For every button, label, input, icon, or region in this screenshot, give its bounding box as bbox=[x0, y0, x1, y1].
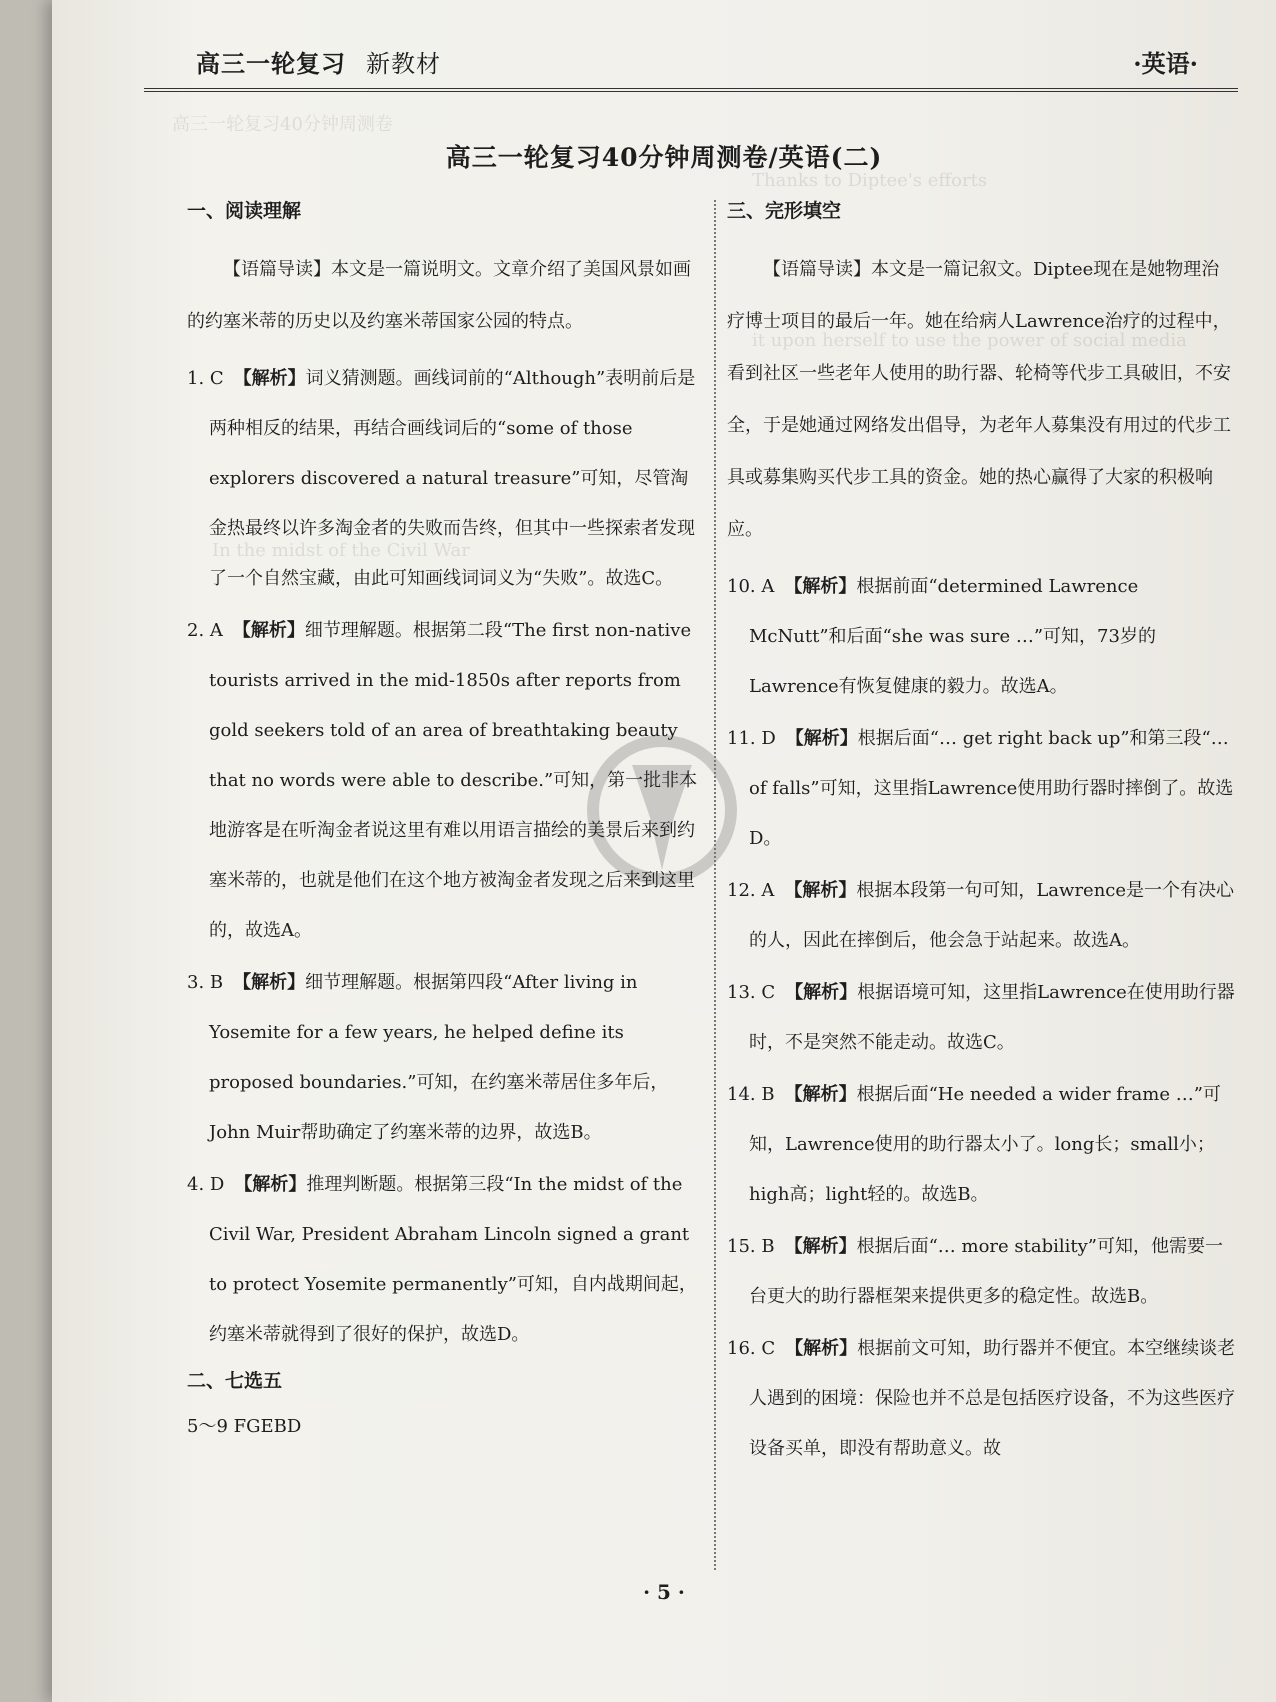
right-column bbox=[727, 198, 1237, 1476]
subject-label: ·英语· bbox=[1133, 49, 1198, 78]
analysis-tag: 【解析】 bbox=[234, 1174, 307, 1195]
analysis-text: 推理判断题。根据第三段“In the midst of the Civil War, President Abraham Lincoln signed a grant to protect Yosemite permanently”可知，自内战期间起，约塞米蒂就得到了很好的保护，故选D。 bbox=[209, 1174, 697, 1345]
analysis-tag: 【解析】 bbox=[233, 972, 306, 993]
section-seven-choose-five: 二、七选五 bbox=[187, 1370, 283, 1392]
analysis-text: 根据本段第一句可知，Lawrence是一个有决心的人，因此在摔倒后，他会急于站起来。故选A。 bbox=[749, 880, 1235, 951]
answer-item bbox=[727, 968, 1237, 1068]
edition-label: 新教材 bbox=[366, 50, 441, 78]
analysis-tag: 【解析】 bbox=[784, 1084, 857, 1105]
analysis-text: 根据后面“He needed a wider frame …”可知，Lawrence使用的助行器太小了。long长；small小；high高；light轻的。故选B。 bbox=[749, 1084, 1221, 1205]
answer-item bbox=[187, 958, 702, 1158]
analysis-text: 细节理解题。根据第二段“The first non-native tourists arrived in the mid-1850s after reports from gold seekers told of an area of breathtaking beauty that no words were able to describe.”可知，第一批非本地游客是在听淘金者说这里有难以用语言描绘的美景后来到约塞米蒂的，也就是他们在这个地方被淘金者发现之后来到这里的，故选A。 bbox=[209, 620, 698, 941]
answer-item bbox=[727, 1324, 1237, 1474]
column-divider bbox=[714, 200, 716, 1570]
page-number: · 5 · bbox=[643, 1580, 685, 1604]
analysis-tag: 【解析】 bbox=[784, 576, 857, 597]
answer-number: 16. C bbox=[727, 1338, 776, 1359]
answer-number: 14. B bbox=[727, 1084, 775, 1105]
answer-number: 4. D bbox=[187, 1174, 225, 1195]
answer-number: 3. B bbox=[187, 972, 224, 993]
answer-number: 12. A bbox=[727, 880, 775, 901]
analysis-text: 根据后面“… get right back up”和第三段“… of falls”可知，这里指Lawrence使用助行器时摔倒了。故选D。 bbox=[749, 728, 1234, 849]
analysis-text: 词义猜测题。画线词前的“Although”表明前后是两种相反的结果，再结合画线词后的“some of those explorers discovered a natural treasure”可知，尽管淘金热最终以许多淘金者的失败而告终，但其中一些探索者发现了一个自然宝藏，由此可知画线词词义为“失败”。故选C。 bbox=[209, 368, 696, 589]
series-label: 高三一轮复习 bbox=[196, 49, 346, 78]
answer-item bbox=[727, 714, 1237, 864]
page-header bbox=[144, 38, 1238, 92]
analysis-tag: 【解析】 bbox=[784, 1236, 857, 1257]
analysis-text: 根据前文可知，助行器并不便宜。本空继续谈老人遇到的困境：保险也并不总是包括医疗设备，不为这些医疗设备买单，即没有帮助意义。故 bbox=[749, 1338, 1236, 1459]
analysis-tag: 【解析】 bbox=[785, 1338, 858, 1359]
analysis-tag: 【解析】 bbox=[232, 620, 305, 641]
analysis-text: 细节理解题。根据第四段“After living in Yosemite for a few years, he helped define its proposed boundaries.”可知，在约塞米蒂居住多年后，John Muir帮助确定了约塞米蒂的边界，故选B。 bbox=[209, 972, 669, 1143]
answer-item bbox=[727, 562, 1237, 712]
left-column bbox=[187, 198, 702, 1440]
analysis-text: 根据后面“… more stability”可知，他需要一台更大的助行器框架来提供更多的稳定性。故选B。 bbox=[749, 1236, 1223, 1307]
answers-5-9: 5～9 FGEBD bbox=[187, 1416, 302, 1437]
page-sheet: 高三一轮复习40分钟周测卷 Thanks to Diptee's efforts it upon herself to use the power of social media In the midst of the Civil War 高三一轮复习 新教材 ·英语· 高三一轮复习40分钟周测卷/英语(二) 一、阅读理解 【语篇导读】本文是一篇说明文。文章介绍了美国风景如画的约塞米蒂的历史以及约塞米蒂国家公园的特点。 1. C 【解析】词义猜测题。画线词前的“Although”表明前后是两种相反的结果，再结合画线词后的“some of those explorers discovered a natural treasure”可知，尽管淘金热最终以许多淘金者的失败而告终，但其中一些探索者发现了一个自然宝藏，由此可知画线词词义为“失败”。故选C。 2. A 【解析】细节理解题。根据第二段“The first non-native tourists arrived in the mid-1850s after reports from gold seekers told of an area of breathtaking beauty that no words were able to describe.”可知，第一批非本地游客是在听淘金者说这里有难以用语言描绘的美景后来到约塞米蒂的，也就是他们在这个地方被淘金者发现之后来到这里的，故选A。 3. B 【解析】细节理解题。根据第四段“After living in Yosemite for a few years, he helped define its proposed boundaries.”可知，在约塞米蒂居住多年后，John Muir帮助确定了约塞米蒂的边界，故选B。 4. D 【解析】推理判断题。根据第三段“In the midst of the Civil War, President Abraham Lincoln signed a grant to protect Yosemite permanently”可知，自内战期间起，约塞米蒂就得到了很好的保护，故选D。 二、七选五 5～9 FGEBD 三、完形填空 【语篇导读】本文是一篇记叙文。Diptee现在是她物理治疗博士项目的最后一年。她在给病人Lawrence治疗的过程中，看到社区一些老年人使用的助行器、轮椅等代步工具破旧，不安全，于是她通过网络发出倡导，为老年人募集没有用过的代步工具或募集购买代步工具的资金。她的热心赢得了大家的积极响应。 10. A 【解析】根据前面“determined Lawrence McNutt”和后面“she was sure …”可知，73岁的Lawrence有恢复健康的毅力。故选A。 11. D 【解析】根据后面“… get right back up”和第三段“… of falls”可知，这里指Lawrence使用助行器时摔倒了。故选D。 12. A 【解析】根据本段第一句可知，Lawrence是一个有决心的人，因此在摔倒后，他会急于站起来。故选A。 13. C 【解析】根据语境可知，这里指Lawrence在使用助行器时，不是突然不能走动。故选C。 14. B 【解析】根据后面“He needed a wider frame …”可知，Lawrence使用的助行器太小了。long长；small小；high高；light轻的。故选B。 15. B 【解析】根据后面“… more stability”可知，他需要一台更大的助行器框架来提供更多的稳定性。故选B。 16. C 【解析】根据前文可知，助行器并不便宜。本空继续谈老人遇到的困境：保险也并不总是包括医疗设备，不为这些医疗设备买单，即没有帮助意义。故 · 5 · bbox=[52, 0, 1276, 1702]
guide-paragraph-right: 【语篇导读】本文是一篇记叙文。Diptee现在是她物理治疗博士项目的最后一年。她在给病人Lawrence治疗的过程中，看到社区一些老年人使用的助行器、轮椅等代步工具破旧，不安全，于是她通过网络发出倡导，为老年人募集没有用过的代步工具或募集购买代步工具的资金。她的热心赢得了大家的积极响应。 bbox=[727, 259, 1231, 540]
analysis-tag: 【解析】 bbox=[785, 728, 858, 749]
answer-number: 13. C bbox=[727, 982, 776, 1003]
answer-item bbox=[727, 1070, 1237, 1220]
answer-item bbox=[727, 1222, 1237, 1322]
answer-item bbox=[187, 606, 702, 956]
analysis-tag: 【解析】 bbox=[784, 880, 857, 901]
analysis-text: 根据前面“determined Lawrence McNutt”和后面“she was sure …”可知，73岁的Lawrence有恢复健康的毅力。故选A。 bbox=[749, 576, 1156, 697]
answer-item bbox=[187, 1160, 702, 1360]
section-reading: 一、阅读理解 bbox=[187, 200, 302, 222]
header-series bbox=[196, 44, 441, 79]
answer-number: 1. C bbox=[187, 368, 224, 389]
analysis-tag: 【解析】 bbox=[233, 368, 306, 389]
analysis-tag: 【解析】 bbox=[785, 982, 858, 1003]
answer-item bbox=[187, 354, 702, 604]
section-cloze: 三、完形填空 bbox=[727, 200, 842, 222]
answer-number: 10. A bbox=[727, 576, 775, 597]
analysis-text: 根据语境可知，这里指Lawrence在使用助行器时，不是突然不能走动。故选C。 bbox=[749, 982, 1235, 1053]
page-title: 高三一轮复习40分钟周测卷/英语(二) bbox=[445, 143, 883, 172]
answer-number: 11. D bbox=[727, 728, 776, 749]
answer-number: 15. B bbox=[727, 1236, 775, 1257]
guide-paragraph-left: 【语篇导读】本文是一篇说明文。文章介绍了美国风景如画的约塞米蒂的历史以及约塞米蒂国家公园的特点。 bbox=[187, 259, 691, 332]
answer-item bbox=[727, 866, 1237, 966]
answer-number: 2. A bbox=[187, 620, 223, 641]
